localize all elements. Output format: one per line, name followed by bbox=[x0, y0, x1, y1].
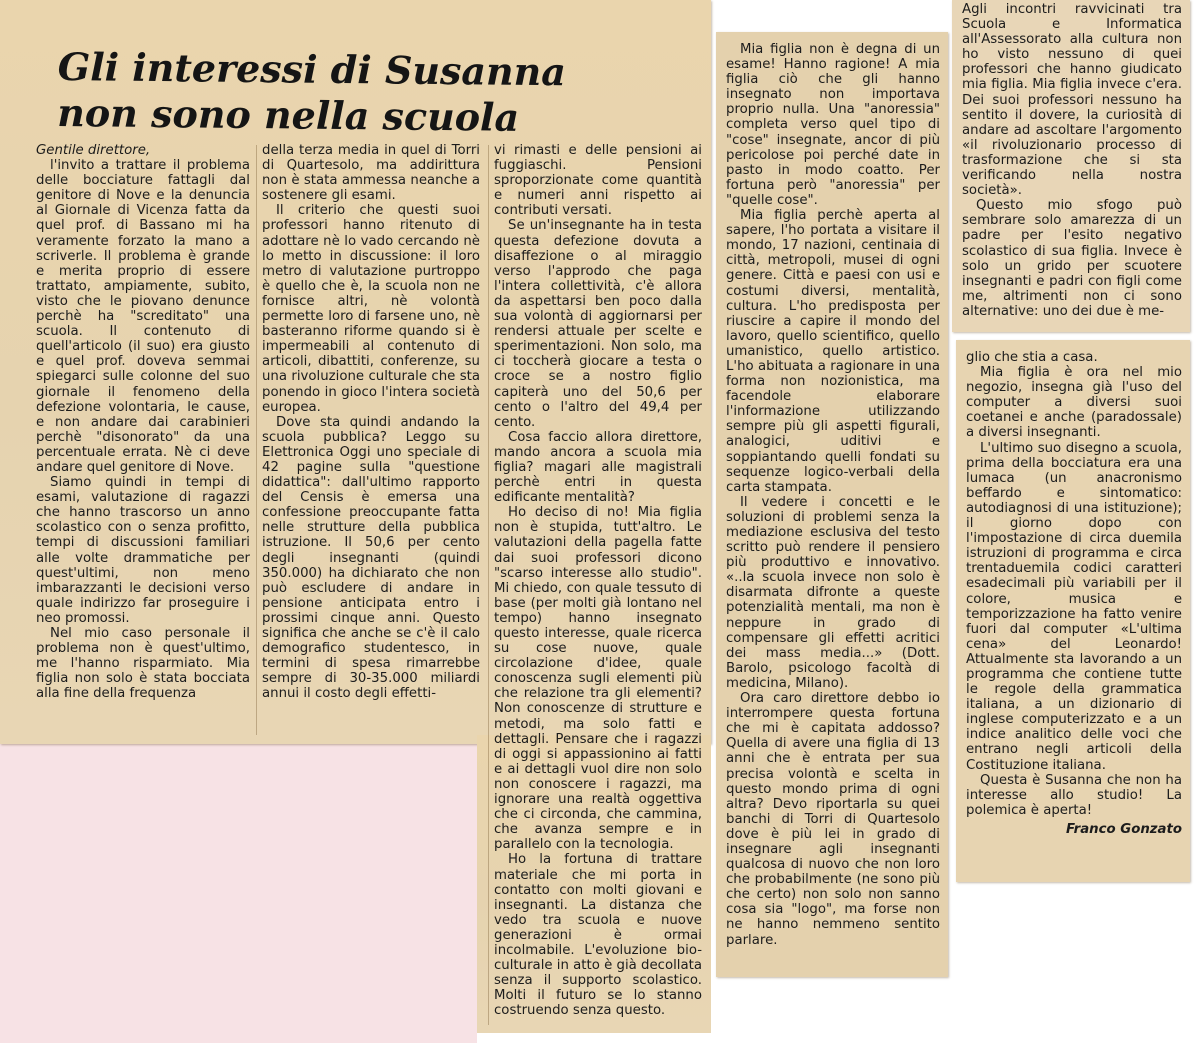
paragraph: Ora caro direttore debbo io interrompere questa fortuna che mi è capitata addosso? Quella di avere una figlia di 13 anni che è entrata per sua precisa volontà e scelta in questo mondo prima di ogni altra? Devo riportarla su quei banchi di Torri di Quartesolo dove è più lei in grado di insegnare agli insegnanti qualcosa di nuovo che non loro che probabilmente (ne sono più che certo) non solo non sanno cosa sia "logo", ma forse non ne hanno nemmeno sentito parlare. bbox=[726, 691, 940, 948]
paragraph: Nel mio caso personale il problema non è quest'ultimo, me l'hanno risparmiato. Mia figlia non solo è stata bocciata alla fine della frequenza bbox=[36, 626, 250, 702]
salutation: Gentile direttore, bbox=[36, 143, 151, 158]
paragraph: Il criterio che questi suoi professori hanno ritenuto di adottare nè lo vado cercando nè lo metto in discussione: il loro metro di valutazione purtroppo è quello che è, la scuola non ne fornisce altri, nè volontà permette loro di farsene uno, nè basteranno riforme quando si è impermeabili al contenuto di articoli, dibattiti, conferenze, su una rivoluzione culturale che sta ponendo in gioco l'intera società europea. bbox=[262, 203, 480, 415]
paragraph: Siamo quindi in tempi di esami, valutazione di ragazzi che hanno trascorso un anno scolastico con o senza profitto, tempi di discussioni familiari alle volte drammatiche per quest'ultimi, non meno imbarazzanti le decisioni verso quale indirizzo far proseguire i neo promossi. bbox=[36, 475, 250, 626]
paragraph: Mia figlia è ora nel mio negozio, insegna già l'uso del computer a diversi suoi coetanei e anche (paradossale) a diversi insegnanti. bbox=[966, 365, 1182, 441]
paragraph: Ho la fortuna di trattare materiale che mi porta in contatto con molti giovani e insegnanti. La distanza che vedo tra scuola e nuove generazioni è ormai incolmabile. L'evoluzione bio-culturale in atto è già decollata senza il supporto scolastico. Molti il futuro se lo stanno costruendo senza questo. bbox=[494, 852, 702, 1019]
paragraph: Cosa faccio allora direttore, mando ancora a scuola mia figlia? magari alle magistrali perchè entri in questa edificante mentalità? bbox=[494, 429, 702, 506]
background-panel bbox=[0, 743, 477, 1043]
paragraph: Ho deciso di no! Mia figlia non è stupida, tutt'altro. Le valutazioni della pagella fatte dai suoi professori dicono "scarso interesse allo studio". Mi chiedo, con quale tessuto di base (per molti già lontano nel tempo) hanno insegnato questo interesse, quale ricerca su cose nuove, quale circolazione d'idee, quale conoscenza sugli elementi più che relazione tra gli elementi? Non conoscenze di strutture e metodi, ma solo fatti e dettagli. Pensare che i ragazzi di oggi si appassionino ai fatti e ai dettagli vuol dire non solo non conoscere i ragazzi, ma ignorare una realtà oggettiva che ci circonda, che cammina, che avanza sempre e in parallelo con la tecnologia. bbox=[494, 505, 702, 853]
article-column-3 bbox=[494, 143, 702, 1018]
paragraph: Questa è Susanna che non ha interesse allo studio! La polemica è aperta! bbox=[966, 772, 1182, 818]
signature: Franco Gonzato bbox=[1066, 821, 1182, 837]
paragraph: Mia figlia perchè aperta al sapere, l'ho portata a visitare il mondo, 17 nazioni, centinaia di città, metropoli, musei di ogni genere. Città e paesi con usi e costumi diversi, mentalità, cultura. L'ho predisposta per riuscire a capire il mondo del lavoro, quello scientifico, quello umanistico, quello artistico. L'ho abituata a ragionare in una forma non nozionistica, ma facendole elaborare l'informazione utilizzando sempre più gli aspetti figurali, analogici, uditivi e soppiantando quelli fondati su sequenze logico-verbali della carta stampata. bbox=[726, 208, 940, 495]
headline-line-2: non sono nella scuola bbox=[57, 89, 520, 140]
article-column-4 bbox=[726, 42, 940, 948]
paragraph: l'invito a trattare il problema delle bocciature fattagli dal genitore di Nove e la denuncia al Giornale di Vicenza fatta da quel prof. di Bassano mi ha veramente forzato la mano a scriverle. Il problema è grande e merita proprio di essere trattato, ampiamente, subito, visto che le piovano denunce perchè ha "screditato" una scuola. Il contenuto di quell'articolo (il suo) era giusto e quel prof. doveva semmai spiegarci sulle colonne del suo giornale il fenomeno della defezione volontaria, le cause, e non andare dai carabinieri perchè "disonorato" da una percentuale errata. Nè ci deve andare quel genitore di Nove. bbox=[36, 158, 250, 475]
column-rule bbox=[256, 145, 257, 735]
paragraph: L'ultimo suo disegno a scuola, prima della bocciatura era una lumaca (un anacronismo beffardo e sintomatico: autodiagnosi di una istituzione); il giorno dopo con l'impostazione di circa duemila istruzioni di programma e circa trentaduemila codici caratteri esadecimali più variabili per il colore, musica e temporizzazione ha fatto venire fuori dal computer «L'ultima cena» del Leonardo! Attualmente sta lavorando a un programma che contiene tutte le regole della grammatica italiana, a un dizionario di inglese computerizzato e a un indice analitico delle voci che entrano negli articoli della Costituzione italiana. bbox=[966, 440, 1182, 773]
paragraph: Agli incontri ravvicinati tra Scuola e Informatica all'Assessorato alla cultura non ho visto nessuno di quei professori che hanno giudicato mia figlia. Mia figlia invece c'era. Dei suoi professori nessuno ha sentito il dovere, la curiosità di andare ad ascoltare l'argomento «il rivoluzionario processo di trasformazione che si sta verificando nella nostra società». bbox=[962, 2, 1182, 199]
paragraph: Questo mio sfogo può sembrare solo amarezza di un padre per l'esito negativo scolastico di sua figlia. Invece è solo un grido per scuotere insegnanti e padri con figli come me, altrimenti non ci sono alternative: uno dei due è me- bbox=[962, 198, 1182, 319]
article-column-5-top bbox=[962, 2, 1182, 319]
paragraph: della terza media in quel di Torri di Quartesolo, ma addirittura non è stata ammessa neanche a sostenere gli esami. bbox=[262, 143, 480, 204]
article-column-1 bbox=[36, 143, 250, 701]
paragraph: vi rimasti e delle pensioni ai fuggiaschi. Pensioni sproporzionate come quantità e numeri anni rispetto ai contributi versati. bbox=[494, 143, 702, 219]
article-column-5-bottom bbox=[966, 350, 1182, 837]
column-rule bbox=[488, 145, 489, 1025]
paragraph: Mia figlia non è degna di un esame! Hanno ragione! A mia figlia ciò che gli hanno insegnato non importava proprio nulla. Una "anoressia" completa verso quel tipo di "cose" insegnate, ancor di più pericolose poi perché date in pasto in modo coatto. Per fortuna però "anoressia" per "quelle cose". bbox=[726, 42, 940, 208]
paragraph: glio che stia a casa. bbox=[966, 350, 1098, 365]
article-column-2 bbox=[262, 143, 480, 701]
paragraph: Se un'insegnante ha in testa questa defezione dovuta a disaffezione o al miraggio verso l'approdo che paga l'intera collettività, c'è allora da aspettarsi ben poco dalla sua volontà di aggiornarsi per rendersi attuale per scelte e sperimentazioni. Non solo, ma ci toccherà giocare a testa o croce se a nostro figlio capiterà uno del 50,6 per cento o l'altro del 49,4 per cento. bbox=[494, 218, 702, 430]
paragraph: Dove sta quindi andando la scuola pubblica? Leggo su Elettronica Oggi uno speciale di 42 pagine sulla "questione didattica": dall'ultimo rapporto del Censis è emersa una confessione preoccupante fatta nelle strutture della pubblica istruzione. Il 50,6 per cento degli insegnanti (quindi 350.000) ha dichiarato che non può escludere di andare in pensione anticipata entro i prossimi cinque anni. Questo significa che anche se c'è il calo demografico studentesco, in termini di spesa rimarrebbe sempre di 30-35.000 miliardi annui il costo degli effetti- bbox=[262, 414, 480, 702]
headline-line-1: Gli interessi di Susanna bbox=[57, 44, 567, 95]
paragraph: Il vedere i concetti e le soluzioni di problemi senza la mediazione esclusiva del testo scritto può rendere il pensiero più produttivo e innovativo. «..la scuola invece non solo è disarmata difronte a queste potenzialità mentali, ma non è neppure in grado di compensare gli effetti acritici dei mass media...» (Dott. Barolo, psicologo facoltà di medicina, Milano). bbox=[726, 494, 940, 691]
headline bbox=[57, 44, 567, 141]
masthead bbox=[96, 0, 506, 20]
